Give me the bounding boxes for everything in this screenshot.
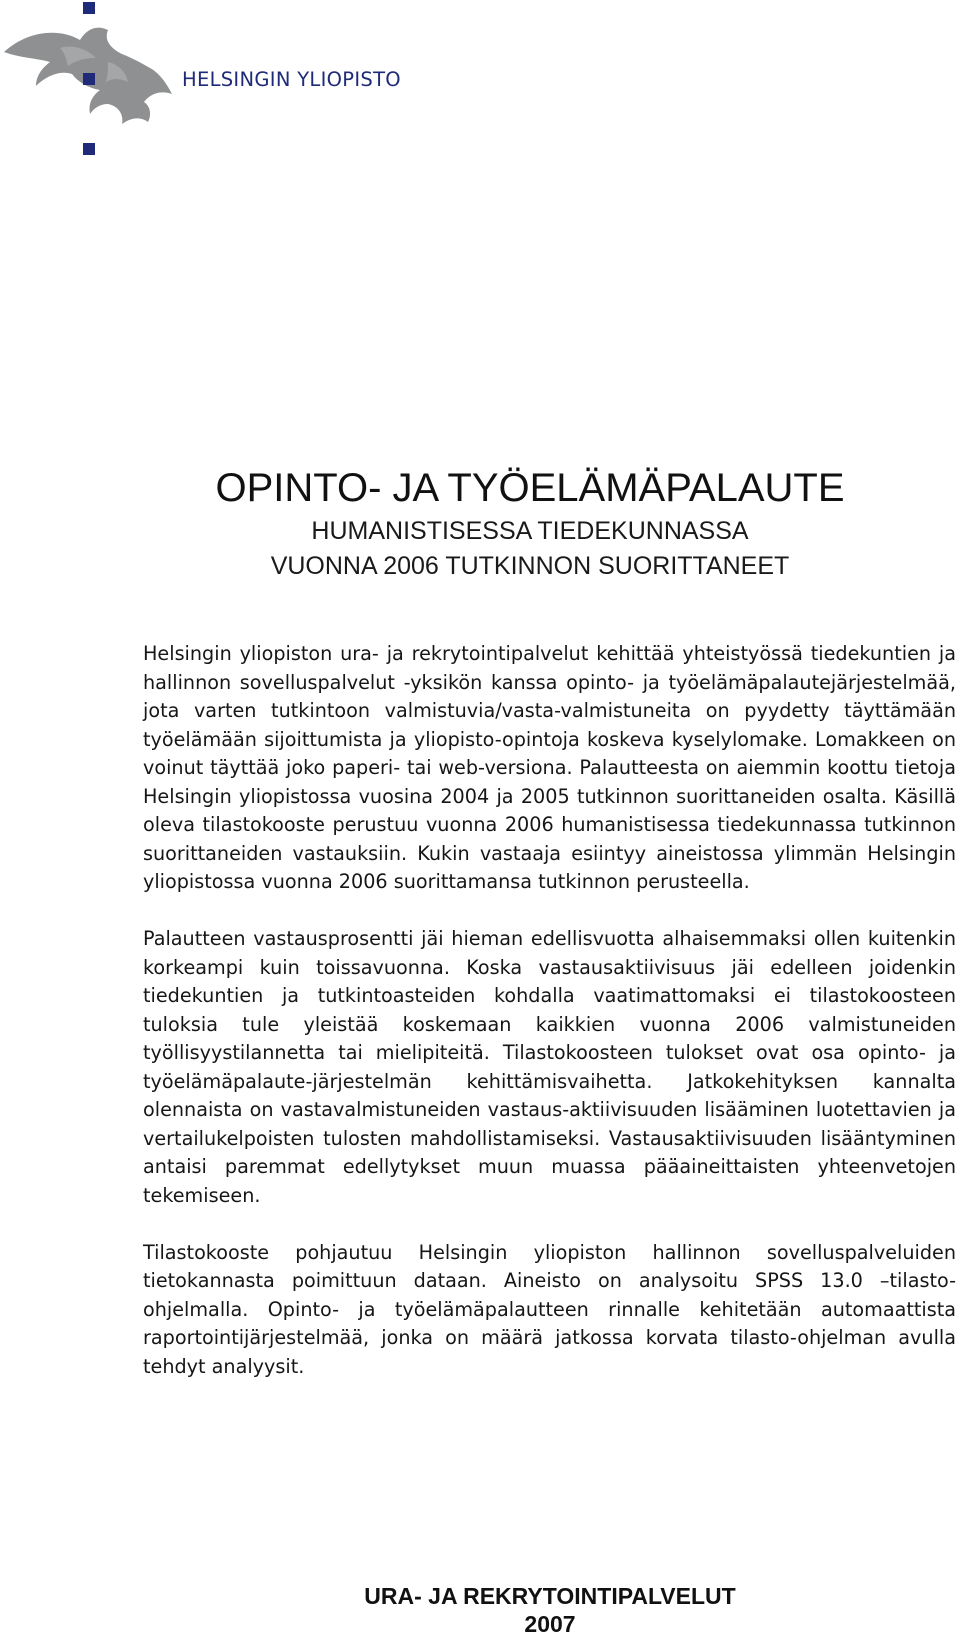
document-footer [0, 1582, 960, 1638]
document-header [0, 462, 960, 584]
university-logo [0, 0, 440, 170]
body-paragraph: Palautteen vastausprosentti jäi hieman edellisvuotta alhaisemmaksi ollen kuitenkin korkeampi kuin toissavuonna. Koska vastausaktiivisuus jäi edelleen joidenkin tiedekuntien ja tutkintoasteiden kohdalla vaatimattomaksi ei tilastokoosteen tuloksia tule yleistää koskemaan kaikkien vuonna 2006 valmistuneiden työllisyystilannetta tai mielipiteitä. Tilastokoosteen tulokset ovat osa opinto- ja työelämäpalaute-järjestelmän kehittämisvaihetta. Jatkokehityksen kannalta olennaista on vastavalmistuneiden vastaus-aktiivisuuden lisääminen luotettavien ja vertailukelpoisten tulosten mahdollistamiseksi. Vastausaktiivisuuden lisääntyminen antaisi paremmat edellytykset muun muassa pääaineittaisten yhteenvetojen tekemiseen. [143, 927, 956, 1207]
body-paragraph: Tilastokooste pohjautuu Helsingin yliopiston hallinnon sovelluspalveluiden tietokannasta poimittuun dataan. Aineisto on analysoitu SPSS 13.0 –tilasto-ohjelmalla. Opinto- ja työelämäpalautteen rinnalle kehitetään automaattista raportointijärjestelmää, jonka on määrä jatkossa korvata tilasto-ohjelman avulla tehdyt analyysit. [143, 1240, 956, 1378]
footer-organization: URA- JA REKRYTOINTIPALVELUT [364, 1583, 736, 1609]
document-body [143, 640, 956, 1410]
document-title: OPINTO- JA TYÖELÄMÄPALAUTE [215, 466, 845, 510]
footer-year: 2007 [524, 1611, 576, 1637]
body-paragraph: Helsingin yliopiston ura- ja rekrytointipalvelut kehittää yhteistyössä tiedekuntien ja hallinnon sovelluspalvelut -yksikön kanssa opinto- ja työelämäpalautejärjestelmää, jota varten tutkintoon valmistuvia/vasta-valmistuneita on pyydetty täyttämään työelämään sijoittumista ja yliopisto-opintoja koskeva kyselylomake. Lomakkeen on voinut täyttää joko paperi- tai web-versiona. Palautteesta on aiemmin koottu tietoja Helsingin yliopistossa vuosina 2004 ja 2005 tutkinnon suorittaneiden osalta. Käsillä oleva tilastokooste perustuu vuonna 2006 humanistisessa tiedekunnassa tutkinnon suorittaneiden vastauksiin. Kukin vastaaja esiintyy aineistossa ylimmän Helsingin yliopistossa vuonna 2006 suorittamansa tutkinnon perusteella. [143, 642, 956, 893]
document-subtitle-line2: VUONNA 2006 TUTKINNON SUORITTANEET [270, 552, 790, 580]
document-subtitle-line1: HUMANISTISESSA TIEDEKUNNASSA [311, 517, 749, 545]
logo-wordmark: HELSINGIN YLIOPISTO [182, 68, 401, 91]
